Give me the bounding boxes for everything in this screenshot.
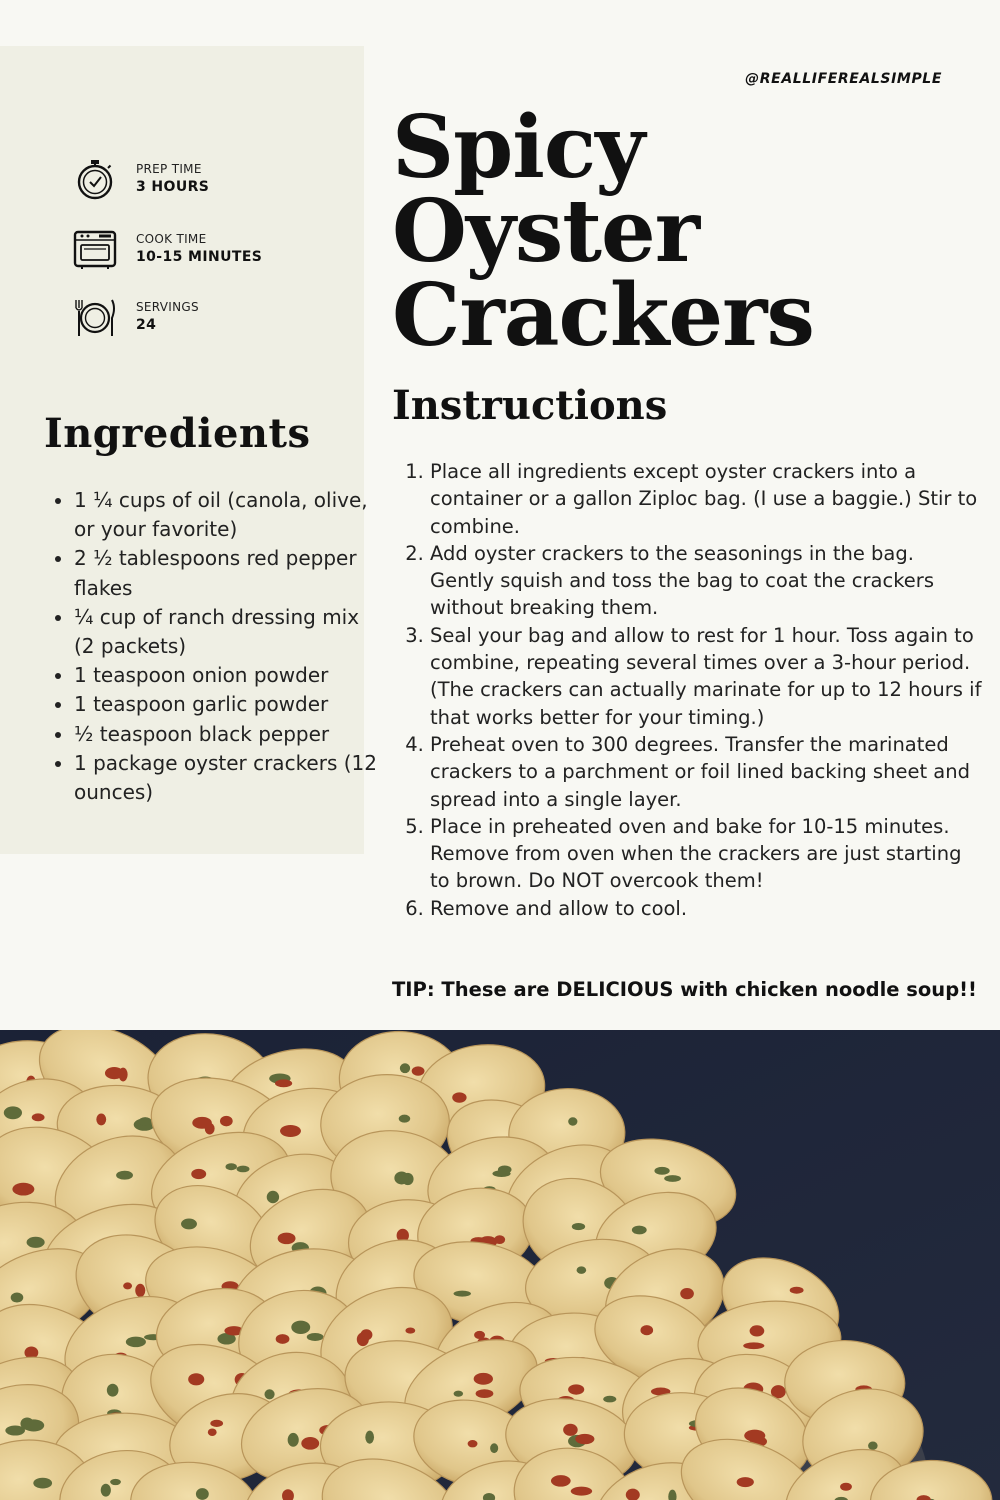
- ingredient-item: • ¼ cup of ranch dressing mix (2 packets): [74, 603, 384, 661]
- seasoning-fleck: [412, 1066, 425, 1075]
- seasoning-fleck: [640, 1325, 653, 1335]
- seasoning-fleck: [454, 1291, 471, 1297]
- seasoning-fleck: [468, 1440, 478, 1447]
- seasoning-fleck: [399, 1115, 410, 1123]
- seasoning-fleck: [394, 1172, 408, 1185]
- ingredients-heading: Ingredients: [44, 410, 311, 457]
- seasoning-fleck: [116, 1171, 133, 1180]
- seasoning-fleck: [23, 1419, 44, 1431]
- seasoning-fleck: [237, 1166, 250, 1173]
- servings-value: 24: [136, 317, 157, 333]
- instructions-heading: Instructions: [392, 382, 668, 429]
- crackers-photo: [0, 1030, 1000, 1500]
- seasoning-fleck: [276, 1334, 290, 1344]
- seasoning-fleck: [12, 1183, 34, 1196]
- seasoning-fleck: [291, 1321, 310, 1334]
- seasoning-fleck: [101, 1484, 111, 1497]
- seasoning-fleck: [840, 1483, 852, 1491]
- seasoning-fleck: [220, 1116, 233, 1126]
- seasoning-fleck: [474, 1373, 493, 1385]
- seasoning-fleck: [490, 1443, 498, 1453]
- instruction-step: 4. Preheat oven to 300 degrees. Transfer the marinated crackers to a parchment or foil lined backing sheet and spread into a single layer.: [430, 731, 982, 813]
- seasoning-fleck: [868, 1442, 878, 1450]
- ingredient-item: • 1 ¼ cups of oil (canola, olive, or your favorite): [74, 486, 384, 544]
- prep-time-row: [72, 154, 209, 204]
- instruction-step: 5. Place in preheated oven and bake for 10-15 minutes. Remove from oven when the crackers are just starting to brown. Do NOT overcook them!: [430, 813, 982, 895]
- seasoning-fleck: [571, 1487, 592, 1496]
- seasoning-fleck: [307, 1333, 324, 1341]
- seasoning-fleck: [96, 1114, 106, 1126]
- seasoning-fleck: [181, 1218, 197, 1229]
- servings-row: [72, 292, 199, 342]
- seasoning-fleck: [110, 1479, 121, 1485]
- seasoning-fleck: [360, 1329, 372, 1340]
- seasoning-fleck: [301, 1437, 319, 1450]
- seasoning-fleck: [278, 1233, 296, 1245]
- seasoning-fleck: [226, 1163, 237, 1170]
- instruction-step: 1. Place all ingredients except oyster crackers into a container or a gallon Ziploc bag. (I use a baggie.) Stir to combine.: [430, 458, 982, 540]
- seasoning-fleck: [743, 1342, 764, 1349]
- ingredients-list: [44, 486, 384, 807]
- seasoning-fleck: [654, 1167, 669, 1175]
- seasoning-fleck: [275, 1079, 292, 1087]
- seasoning-fleck: [603, 1396, 616, 1403]
- oven-icon: [72, 226, 118, 272]
- seasoning-fleck: [105, 1067, 124, 1079]
- seasoning-fleck: [476, 1389, 494, 1398]
- seasoning-fleck: [575, 1434, 594, 1444]
- recipe-title: Spicy Oyster Crackers: [392, 97, 814, 366]
- seasoning-fleck: [107, 1384, 119, 1397]
- seasoning-fleck: [27, 1237, 45, 1248]
- ingredient-item: • 1 teaspoon onion powder: [74, 661, 384, 690]
- plate-utensils-icon: [72, 294, 118, 340]
- seasoning-fleck: [790, 1287, 804, 1294]
- seasoning-fleck: [139, 1117, 152, 1126]
- seasoning-fleck: [632, 1226, 647, 1235]
- prep-time-label: PREP TIME: [136, 162, 202, 176]
- instruction-step: 3. Seal your bag and allow to rest for 1 hour. Toss again to combine, repeating several times over a 3-hour period. (The crackers can actually marinate for up to 12 hours if that works better for your timing.): [430, 622, 982, 731]
- seasoning-fleck: [664, 1175, 681, 1182]
- seasoning-fleck: [4, 1106, 22, 1119]
- seasoning-fleck: [196, 1488, 209, 1500]
- seasoning-fleck: [405, 1328, 415, 1334]
- social-handle: @REALLIFEREALSIMPLE: [745, 71, 942, 87]
- seasoning-fleck: [267, 1191, 279, 1204]
- stopwatch-icon: [72, 156, 118, 202]
- seasoning-fleck: [188, 1373, 204, 1385]
- seasoning-fleck: [680, 1288, 694, 1299]
- seasoning-fleck: [264, 1389, 274, 1399]
- ingredient-item: • ½ teaspoon black pepper: [74, 720, 384, 749]
- seasoning-fleck: [498, 1165, 512, 1173]
- seasoning-fleck: [123, 1282, 132, 1289]
- seasoning-fleck: [210, 1420, 223, 1427]
- seasoning-fleck: [5, 1426, 25, 1436]
- cook-time-row: [72, 224, 262, 274]
- seasoning-fleck: [126, 1337, 146, 1348]
- seasoning-fleck: [32, 1113, 45, 1121]
- seasoning-fleck: [135, 1284, 145, 1297]
- seasoning-fleck: [572, 1223, 585, 1230]
- seasoning-fleck: [288, 1433, 299, 1447]
- seasoning-fleck: [474, 1331, 485, 1339]
- seasoning-fleck: [568, 1384, 584, 1394]
- seasoning-fleck: [551, 1475, 571, 1486]
- seasoning-fleck: [365, 1431, 374, 1444]
- servings-label: SERVINGS: [136, 300, 199, 314]
- ingredient-item: • 1 teaspoon garlic powder: [74, 690, 384, 719]
- seasoning-fleck: [400, 1063, 410, 1073]
- instruction-step: 6. Remove and allow to cool.: [430, 895, 982, 922]
- seasoning-fleck: [568, 1117, 577, 1125]
- instructions-list: [404, 458, 982, 922]
- seasoning-fleck: [208, 1428, 217, 1435]
- seasoning-fleck: [563, 1424, 578, 1436]
- cook-time-value: 10-15 MINUTES: [136, 249, 263, 265]
- prep-time-value: 3 HOURS: [136, 179, 210, 195]
- ingredient-item: • 1 package oyster crackers (12 ounces): [74, 749, 384, 807]
- seasoning-fleck: [744, 1430, 765, 1442]
- seasoning-fleck: [737, 1477, 754, 1487]
- cook-time-label: COOK TIME: [136, 232, 207, 246]
- seasoning-fleck: [454, 1391, 463, 1397]
- tip-text: TIP: These are DELICIOUS with chicken noodle soup!!: [392, 978, 977, 1001]
- seasoning-fleck: [280, 1125, 301, 1137]
- ingredient-item: • 2 ½ tablespoons red pepper flakes: [74, 544, 384, 602]
- seasoning-fleck: [33, 1478, 52, 1489]
- seasoning-fleck: [577, 1266, 587, 1273]
- seasoning-fleck: [452, 1092, 466, 1102]
- instruction-step: 2. Add oyster crackers to the seasonings in the bag. Gently squish and toss the bag to coat the crackers without breaking them.: [430, 540, 982, 622]
- seasoning-fleck: [750, 1325, 765, 1336]
- seasoning-fleck: [11, 1292, 24, 1302]
- seasoning-fleck: [191, 1169, 206, 1179]
- seasoning-fleck: [192, 1117, 212, 1129]
